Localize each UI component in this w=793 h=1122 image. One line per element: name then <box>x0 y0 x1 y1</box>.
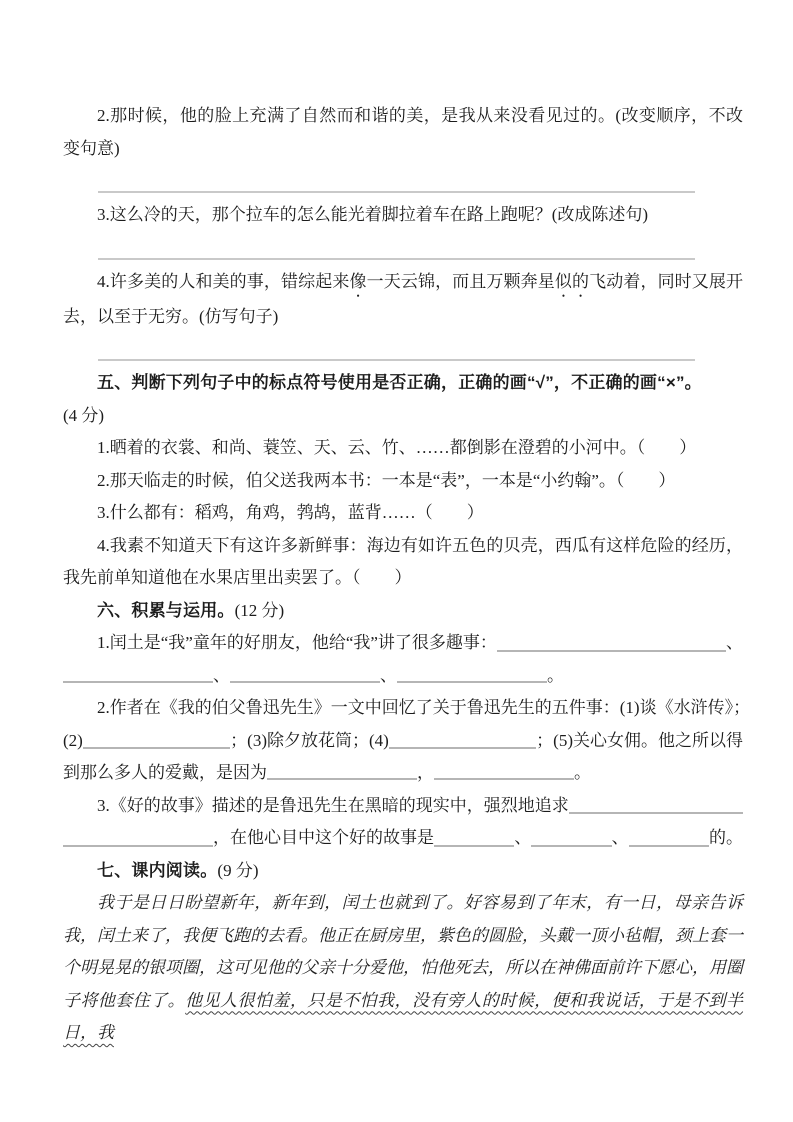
answer-blank <box>497 650 726 652</box>
section-six-heading <box>63 595 743 628</box>
six-item2-num2: (2) <box>63 730 83 750</box>
six-item3-line1 <box>63 790 743 823</box>
reading-passage <box>63 887 743 1050</box>
period: 。 <box>574 763 591 782</box>
item4-text-c: 飞动着，同时又展开去，以至于无穷。(仿写句子) <box>63 271 744 326</box>
section-six <box>63 595 751 855</box>
judge-item-3: 3.什么都有：稻鸡，角鸡，鹁鸪，蓝背……（ ） <box>97 503 484 522</box>
section-six-title: 六、积累与运用。 <box>97 600 235 620</box>
separator: 、 <box>380 665 397 685</box>
six-item1-line2 <box>63 660 743 693</box>
answer-blank <box>389 747 536 749</box>
answer-blank <box>434 775 574 780</box>
six-item3-lead: 3.《好的故事》描述的是鲁迅先生在黑暗的现实中，强烈地追求 <box>97 795 569 815</box>
section-five <box>63 367 743 595</box>
six-item2-line2 <box>63 725 743 758</box>
six-item1-line1 <box>63 627 743 660</box>
judge-item-4: 4.我素不知道天下有这许多新鲜事：海边有如许五色的贝壳，西瓜有这样危险的经历，我先前单知道他在水果店里出卖罢了。（ ） <box>63 535 743 587</box>
passage-text: 我于是日日盼望新年，新年到，闰土也就到了。好容易到了年末，有一日，母亲告诉我，闰土来了，我便飞跑的去看。他正在厨房里，紫色的圆脸，头戴一顶小毡帽，颈上套一个明晃晃的银项圈，这可见他的父亲十分爱他，怕他死去，所以在神佛面前许下愿心，用圈子将他套住了。 <box>63 893 743 1010</box>
answer-line <box>98 359 695 361</box>
six-item2-line3 <box>63 757 743 790</box>
six-item1-lead: 1.闰土是“我”童年的好朋友，他给“我”讲了很多趣事： <box>97 633 497 652</box>
section-seven-score: (9 分) <box>217 860 259 880</box>
section-six-score: (12 分) <box>234 600 285 620</box>
section-seven <box>63 855 743 1050</box>
six-item2-mid: ；(3)除夕放花筒；(4) <box>230 730 389 750</box>
six-item3-end: 的。 <box>708 828 743 847</box>
judge-item-1: 1.晒着的衣裳、和尚、蓑笠、天、云、竹、……都倒影在澄碧的小河中。（ ） <box>97 438 697 457</box>
answer-blank <box>434 845 514 847</box>
judge-item-2: 2.那天临走的时候，伯父送我两本书：一本是“表”，一本是“小约翰”。（ ） <box>97 470 676 490</box>
section-four <box>63 100 743 361</box>
comma: ， <box>417 763 434 782</box>
period: 。 <box>547 665 564 685</box>
item4-text-b: 一天云锦，而且万颗奔星 <box>366 271 555 291</box>
question-item-4 <box>63 266 743 334</box>
section-seven-heading <box>63 855 743 888</box>
item4-emphasized-2: 似的 <box>554 271 590 291</box>
answer-blank <box>531 845 611 847</box>
question-item-2: 2.那时候，他的脸上充满了自然而和谐的美，是我从来没看见过的。(改变顺序，不改变句意) <box>63 106 743 158</box>
six-item2-tail: ；(5)关心女佣。他之所以得 <box>536 730 743 750</box>
answer-line <box>98 191 695 193</box>
answer-blank <box>397 678 547 683</box>
item4-emphasized-1: 像 <box>349 271 367 291</box>
passage-wavy-underlined: 他见人很怕羞，只是不怕我，没有旁人的时候，便和我说话，于是不到半日，我 <box>63 990 744 1042</box>
six-item3-mid: ，在他心目中这个好的故事是 <box>213 828 434 847</box>
answer-blank <box>230 678 380 683</box>
separator: 、 <box>213 665 230 685</box>
answer-blank <box>569 812 743 814</box>
section-five-score: (4 分) <box>63 405 105 425</box>
answer-blank <box>63 678 213 683</box>
six-item2-line1: 2.作者在《我的伯父鲁迅先生》一文中回忆了关于鲁迅先生的五件事：(1)谈《水浒传》； <box>97 698 751 717</box>
question-item-3: 3.这么冷的天，那个拉车的怎么能光着脚拉着车在路上跑呢？(改成陈述句) <box>97 205 649 224</box>
answer-blank <box>629 845 709 847</box>
answer-blank <box>63 842 213 847</box>
six-item2-line3-text: 到那么多人的爱戴，是因为 <box>63 763 267 782</box>
answer-blank <box>83 747 230 749</box>
section-seven-title: 七、课内阅读。 <box>97 860 218 880</box>
separator: 、 <box>514 828 532 847</box>
six-item3-line2 <box>63 822 743 855</box>
separator: 、 <box>726 633 743 652</box>
separator: 、 <box>611 828 629 847</box>
item4-text-a: 4.许多美的人和美的事，错综起来 <box>97 271 350 291</box>
section-five-heading: 五、判断下列句子中的标点符号使用是否正确，正确的画“√”，不正确的画“×”。 <box>97 373 702 392</box>
answer-line <box>98 258 695 260</box>
answer-blank <box>267 775 417 780</box>
